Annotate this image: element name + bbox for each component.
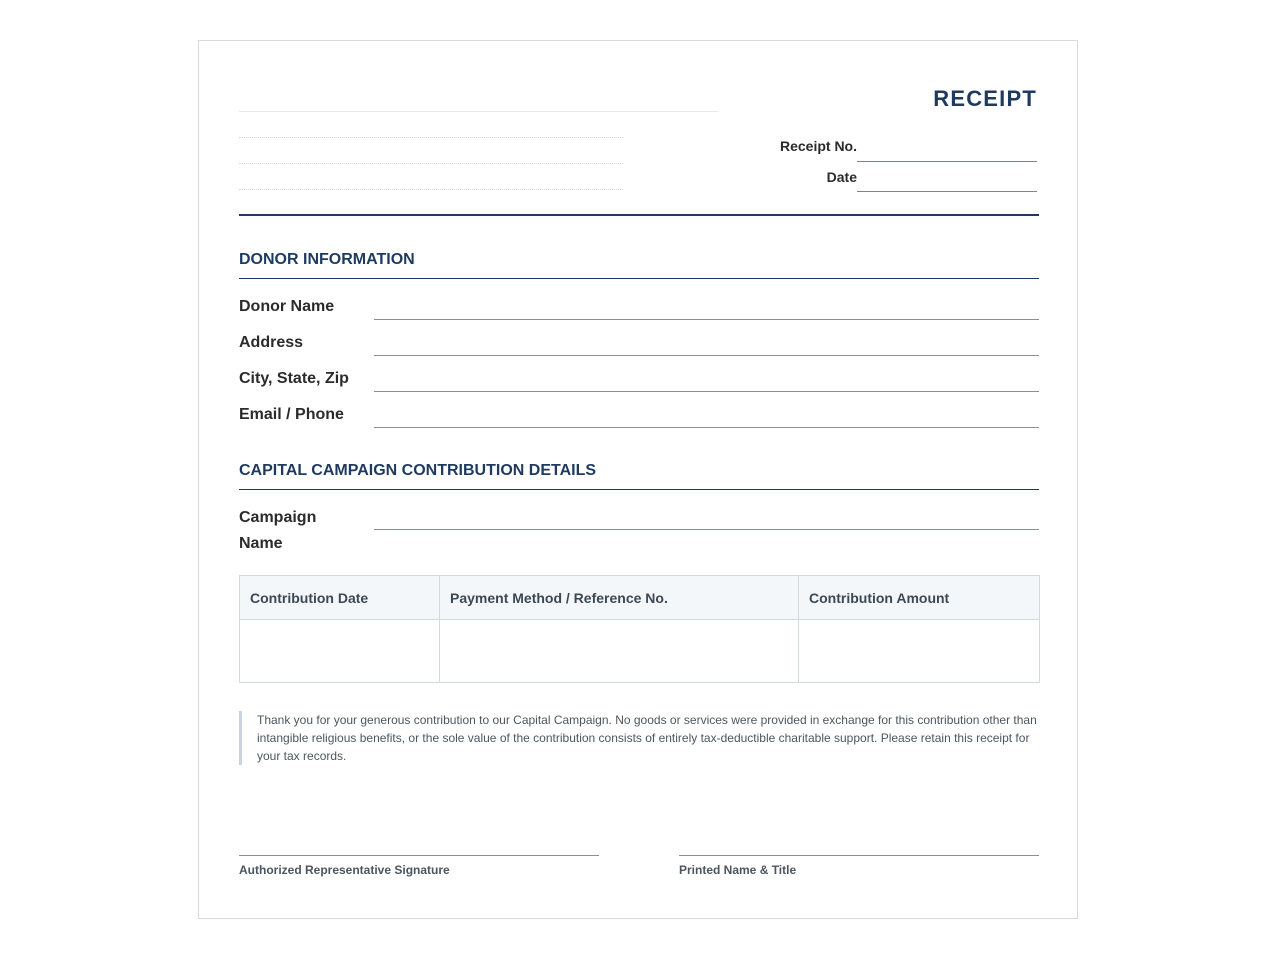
table-header-row	[240, 576, 1040, 620]
printed-name-line[interactable]	[679, 855, 1039, 856]
column-header-contribution-date: Contribution Date	[240, 576, 440, 620]
table-row	[240, 620, 1040, 683]
contribution-date-cell[interactable]	[240, 620, 440, 683]
column-header-contribution-amount: Contribution Amount	[799, 576, 1040, 620]
receipt-no-label: Receipt No.	[779, 138, 857, 154]
organization-contact-line	[239, 189, 623, 190]
contribution-section-title: CAPITAL CAMPAIGN CONTRIBUTION DETAILS	[239, 462, 1039, 490]
donor-name-label: Donor Name	[239, 298, 335, 315]
signature-label: Authorized Representative Signature	[239, 863, 450, 877]
date-label: Date	[826, 169, 857, 185]
campaign-name-label: Campaign Name	[239, 509, 317, 552]
organization-address-line	[239, 163, 623, 164]
email-phone-label: Email / Phone	[239, 406, 344, 423]
address-field[interactable]	[374, 355, 1039, 356]
signature-line[interactable]	[239, 855, 599, 856]
payment-method-cell[interactable]	[440, 620, 799, 683]
donor-name-field[interactable]	[374, 319, 1039, 320]
contribution-table	[239, 575, 1040, 683]
tax-notice: Thank you for your generous contribution to our Capital Campaign. No goods or services were provided in exchange for this contribution other than intangible religious benefits, or the sole value of the contribution consists of entirely tax-deductible charitable support. Please retain this receipt for your tax records.	[239, 711, 1039, 765]
campaign-name-field[interactable]	[374, 529, 1039, 530]
date-field[interactable]	[857, 191, 1037, 192]
receipt-no-field[interactable]	[857, 161, 1037, 162]
donor-section-title: DONOR INFORMATION	[239, 251, 1039, 279]
city-state-zip-label: City, State, Zip	[239, 370, 349, 387]
organization-address-line	[239, 137, 623, 138]
contribution-amount-cell[interactable]	[799, 620, 1040, 683]
header-divider	[239, 214, 1039, 216]
organization-name-line	[239, 111, 718, 112]
email-phone-field[interactable]	[374, 427, 1039, 428]
city-state-zip-field[interactable]	[374, 391, 1039, 392]
receipt-document	[198, 40, 1078, 919]
printed-name-label: Printed Name & Title	[679, 863, 797, 877]
column-header-payment-method: Payment Method / Reference No.	[440, 576, 799, 620]
address-label: Address	[239, 334, 304, 351]
receipt-title: RECEIPT	[933, 86, 1037, 111]
